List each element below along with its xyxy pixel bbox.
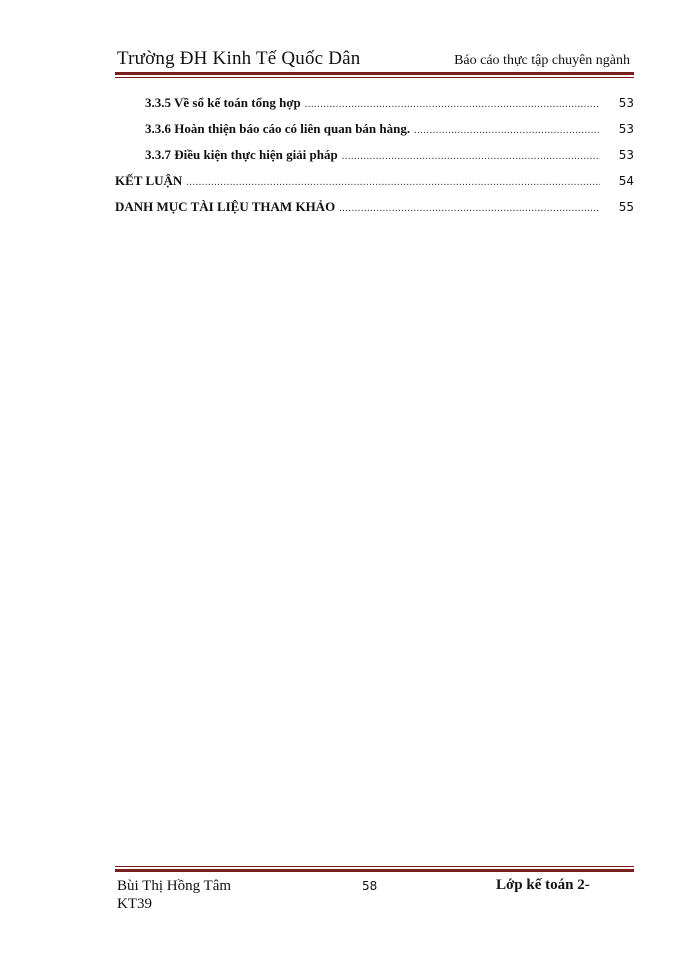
toc-leader-dots	[339, 203, 600, 214]
toc-entry-title: DANH MỤC TÀI LIỆU THAM KHẢO	[115, 199, 336, 214]
toc-entry-3-3-7[interactable]	[115, 147, 634, 173]
toc-entry-3-3-5[interactable]	[115, 95, 634, 121]
header-school-name: Trường ĐH Kinh Tế Quốc Dân	[117, 48, 361, 69]
header-rule-thin	[115, 77, 634, 78]
toc-entry-page: 55	[618, 200, 634, 214]
toc-leader-dots	[414, 125, 600, 136]
toc-entry-page: 53	[618, 96, 634, 110]
footer-class: Lớp kế toán 2-	[496, 877, 590, 893]
footer-class-suffix: KT39	[117, 896, 152, 912]
header-rule-thick	[115, 72, 634, 75]
toc-leader-dots	[305, 99, 600, 110]
toc-leader-dots	[186, 177, 600, 188]
footer-author-name: Bùi Thị Hồng Tâm	[117, 878, 232, 894]
toc-entry-page: 53	[618, 148, 634, 162]
toc-leader-dots	[342, 151, 600, 162]
footer-rule-thin	[115, 866, 634, 867]
toc-entry-3-3-6[interactable]	[115, 121, 634, 147]
table-of-contents	[115, 95, 634, 225]
toc-entry-page: 54	[618, 174, 634, 188]
toc-entry-page: 53	[618, 122, 634, 136]
toc-entry-ket-luan[interactable]	[115, 173, 634, 199]
toc-entry-title: 3.3.5 Về sổ kế toán tổng hợp	[145, 95, 301, 110]
toc-entry-title: 3.3.7 Điều kiện thực hiện giải pháp	[145, 147, 338, 162]
toc-entry-title: 3.3.6 Hoàn thiện báo cáo có liên quan bán hàng.	[145, 121, 411, 136]
footer-rule-thick	[115, 869, 634, 872]
footer-author	[117, 877, 231, 913]
header-report-type: Báo cáo thực tập chuyên ngành	[454, 53, 630, 68]
footer-page-number: 58	[362, 879, 378, 893]
toc-entry-title: KẾT LUẬN	[115, 173, 183, 188]
toc-entry-references[interactable]	[115, 199, 634, 225]
